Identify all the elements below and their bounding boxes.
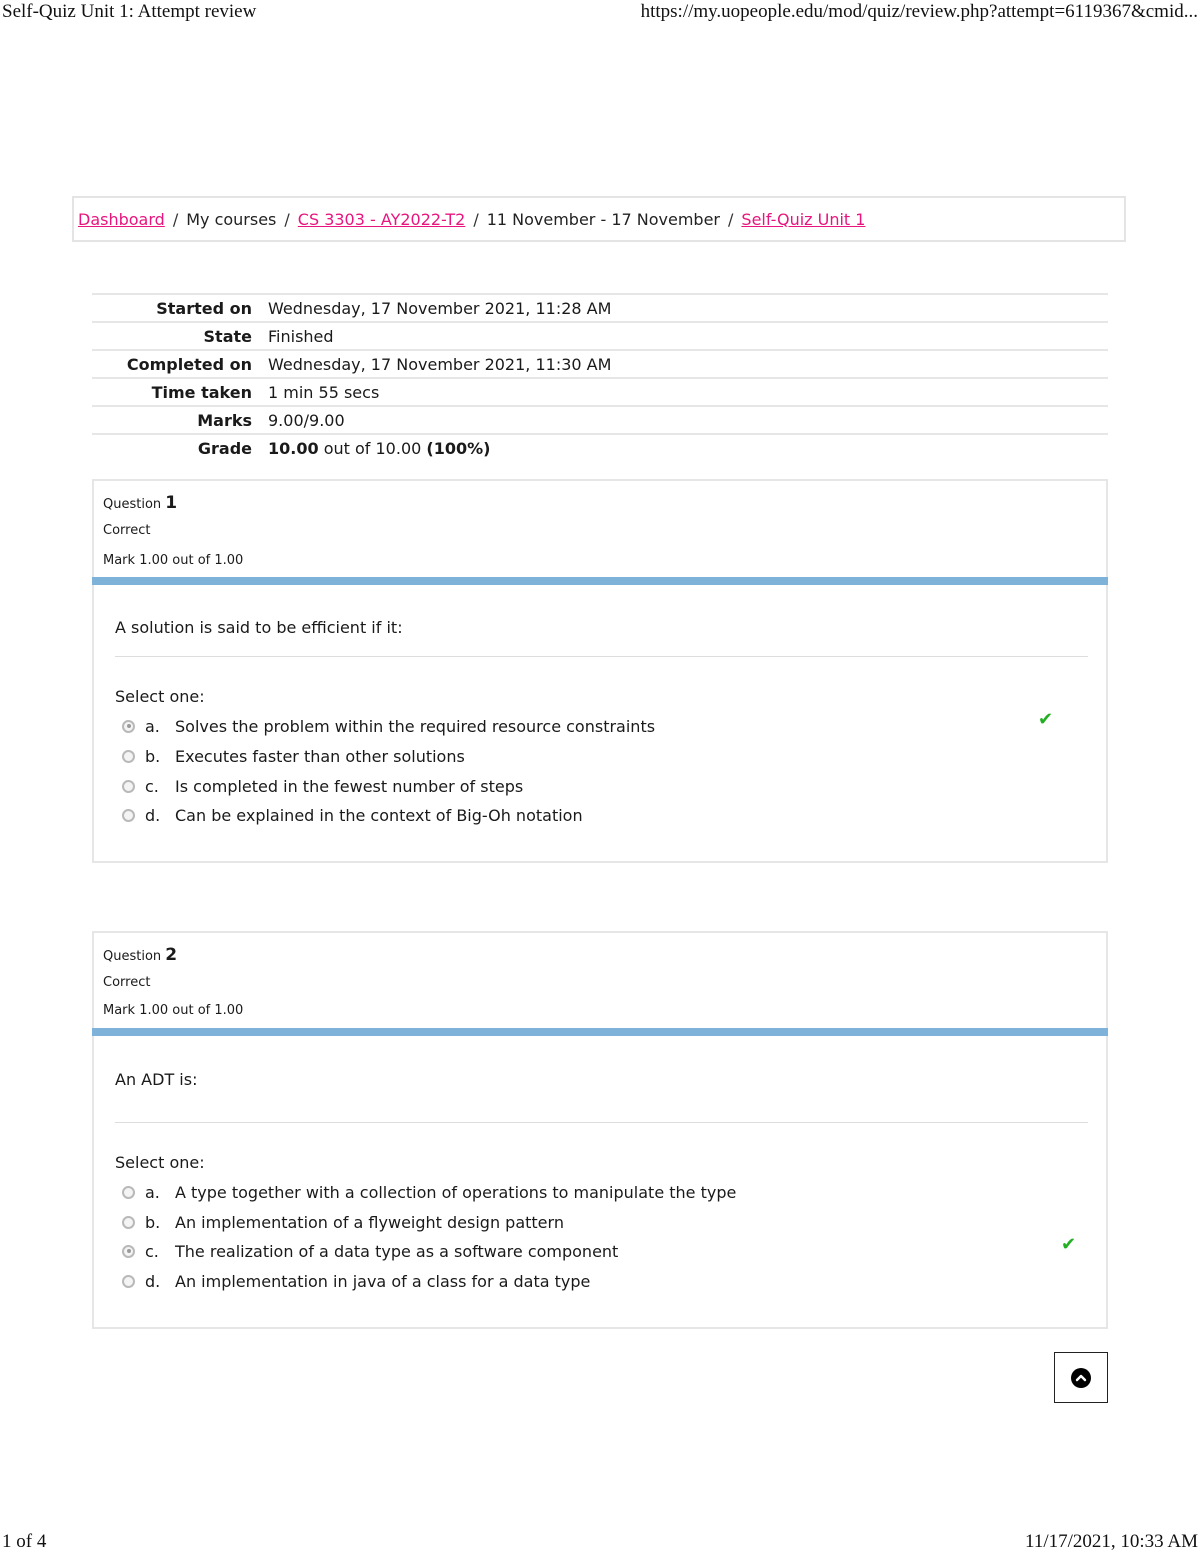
- summary-row-marks: [92, 406, 1108, 434]
- question-text: A solution is said to be efficient if it:: [115, 618, 403, 637]
- option-letter: d.: [145, 1271, 161, 1291]
- question-1-divider-bar: [92, 577, 1108, 585]
- breadcrumb-separator: /: [728, 209, 734, 229]
- select-one-label: Select one:: [115, 687, 205, 706]
- print-datetime: 11/17/2021, 10:33 AM: [1025, 1531, 1198, 1552]
- option-text: A type together with a collection of operations to manipulate the type: [175, 1182, 737, 1202]
- answer-option-a[interactable]: [122, 1181, 736, 1203]
- option-letter: c.: [145, 1241, 159, 1261]
- started-on-label: Started on: [156, 298, 252, 318]
- option-letter: c.: [145, 776, 159, 796]
- time-taken-value: 1 min 55 secs: [268, 382, 380, 402]
- grade-score: 10.00: [268, 439, 319, 458]
- chevron-up-circle-icon: [1071, 1368, 1091, 1388]
- breadcrumb-quiz-link[interactable]: Self-Quiz Unit 1: [741, 209, 866, 229]
- summary-row-completed: [92, 350, 1108, 378]
- answer-option-d[interactable]: [122, 804, 583, 826]
- breadcrumb-dashboard-link[interactable]: Dashboard: [78, 209, 165, 229]
- question-label: Question: [103, 949, 162, 964]
- question-1-info: [92, 479, 1108, 579]
- breadcrumb-week: 11 November - 17 November: [486, 209, 721, 229]
- question-number: [103, 493, 177, 513]
- question-2-divider-bar: [92, 1028, 1108, 1036]
- completed-on-value: Wednesday, 17 November 2021, 11:30 AM: [268, 354, 612, 374]
- question-label: Question: [103, 497, 162, 512]
- question-text: An ADT is:: [115, 1070, 198, 1089]
- summary-row-started: [92, 294, 1108, 322]
- question-state: Correct: [103, 975, 151, 990]
- radio-checked[interactable]: [122, 720, 135, 733]
- radio-unchecked[interactable]: [122, 1216, 135, 1229]
- state-label: State: [203, 326, 252, 346]
- marks-value: 9.00/9.00: [268, 410, 345, 430]
- breadcrumb-my-courses: My courses: [186, 209, 277, 229]
- option-text: Solves the problem within the required resource constraints: [175, 716, 656, 736]
- question-text-divider: [115, 656, 1088, 657]
- option-letter: b.: [145, 746, 161, 766]
- marks-label: Marks: [197, 410, 252, 430]
- option-letter: b.: [145, 1212, 161, 1232]
- question-text-divider: [115, 1122, 1088, 1123]
- question-mark: Mark 1.00 out of 1.00: [103, 1003, 244, 1018]
- back-to-top-button[interactable]: [1054, 1352, 1108, 1403]
- summary-row-grade: [92, 434, 1108, 462]
- completed-on-label: Completed on: [126, 354, 252, 374]
- summary-row-time-taken: [92, 378, 1108, 406]
- breadcrumb-separator: /: [473, 209, 479, 229]
- breadcrumb-separator: /: [172, 209, 179, 229]
- radio-unchecked[interactable]: [122, 780, 135, 793]
- option-text: Can be explained in the context of Big-Oh notation: [175, 805, 583, 825]
- started-on-value: Wednesday, 17 November 2021, 11:28 AM: [268, 298, 612, 318]
- question-number-value: 2: [165, 945, 178, 965]
- grade-label: Grade: [197, 439, 252, 458]
- print-header: [0, 0, 1200, 24]
- answer-option-c[interactable]: [122, 775, 523, 797]
- print-footer: [0, 1530, 1200, 1554]
- grade-value: [260, 434, 1108, 462]
- option-letter: a.: [145, 716, 160, 736]
- grade-percent: (100%): [426, 439, 491, 458]
- question-1-content: [92, 585, 1108, 863]
- state-value: Finished: [268, 326, 334, 346]
- select-one-label: Select one:: [115, 1153, 205, 1172]
- summary-row-state: [92, 322, 1108, 350]
- question-number-value: 1: [165, 493, 178, 513]
- answer-option-d[interactable]: [122, 1270, 590, 1292]
- answer-option-c[interactable]: [122, 1240, 618, 1262]
- radio-checked[interactable]: [122, 1245, 135, 1258]
- question-number: [103, 945, 177, 965]
- radio-unchecked[interactable]: [122, 750, 135, 763]
- option-text: The realization of a data type as a software component: [175, 1241, 619, 1261]
- print-header-title: Self-Quiz Unit 1: Attempt review: [2, 1, 257, 22]
- print-header-url: https://my.uopeople.edu/mod/quiz/review.php?attempt=6119367&cmid...: [640, 1, 1198, 22]
- question-mark: Mark 1.00 out of 1.00: [103, 553, 244, 568]
- breadcrumb-separator: /: [284, 209, 290, 229]
- attempt-summary-table: [92, 293, 1108, 462]
- radio-unchecked[interactable]: [122, 809, 135, 822]
- option-letter: d.: [145, 805, 161, 825]
- option-text: An implementation in java of a class for a data type: [175, 1271, 591, 1291]
- time-taken-label: Time taken: [151, 382, 252, 402]
- answer-option-a[interactable]: [122, 715, 655, 737]
- option-text: Is completed in the fewest number of steps: [175, 776, 524, 796]
- question-state: Correct: [103, 523, 151, 538]
- option-text: An implementation of a flyweight design pattern: [175, 1212, 564, 1232]
- radio-unchecked[interactable]: [122, 1186, 135, 1199]
- grade-out-of: out of 10.00: [323, 439, 422, 458]
- question-2-info: [92, 931, 1108, 1028]
- correct-check-icon: ✔: [1061, 1234, 1077, 1255]
- correct-check-icon: ✔: [1038, 709, 1054, 730]
- answer-option-b[interactable]: [122, 745, 465, 767]
- option-text: Executes faster than other solutions: [175, 746, 465, 766]
- radio-unchecked[interactable]: [122, 1275, 135, 1288]
- page-indicator: 1 of 4: [2, 1531, 47, 1552]
- breadcrumb-course-link[interactable]: CS 3303 - AY2022-T2: [297, 209, 466, 229]
- answer-option-b[interactable]: [122, 1211, 564, 1233]
- option-letter: a.: [145, 1182, 160, 1202]
- question-2-content: [92, 1036, 1108, 1329]
- breadcrumb: [72, 196, 1126, 242]
